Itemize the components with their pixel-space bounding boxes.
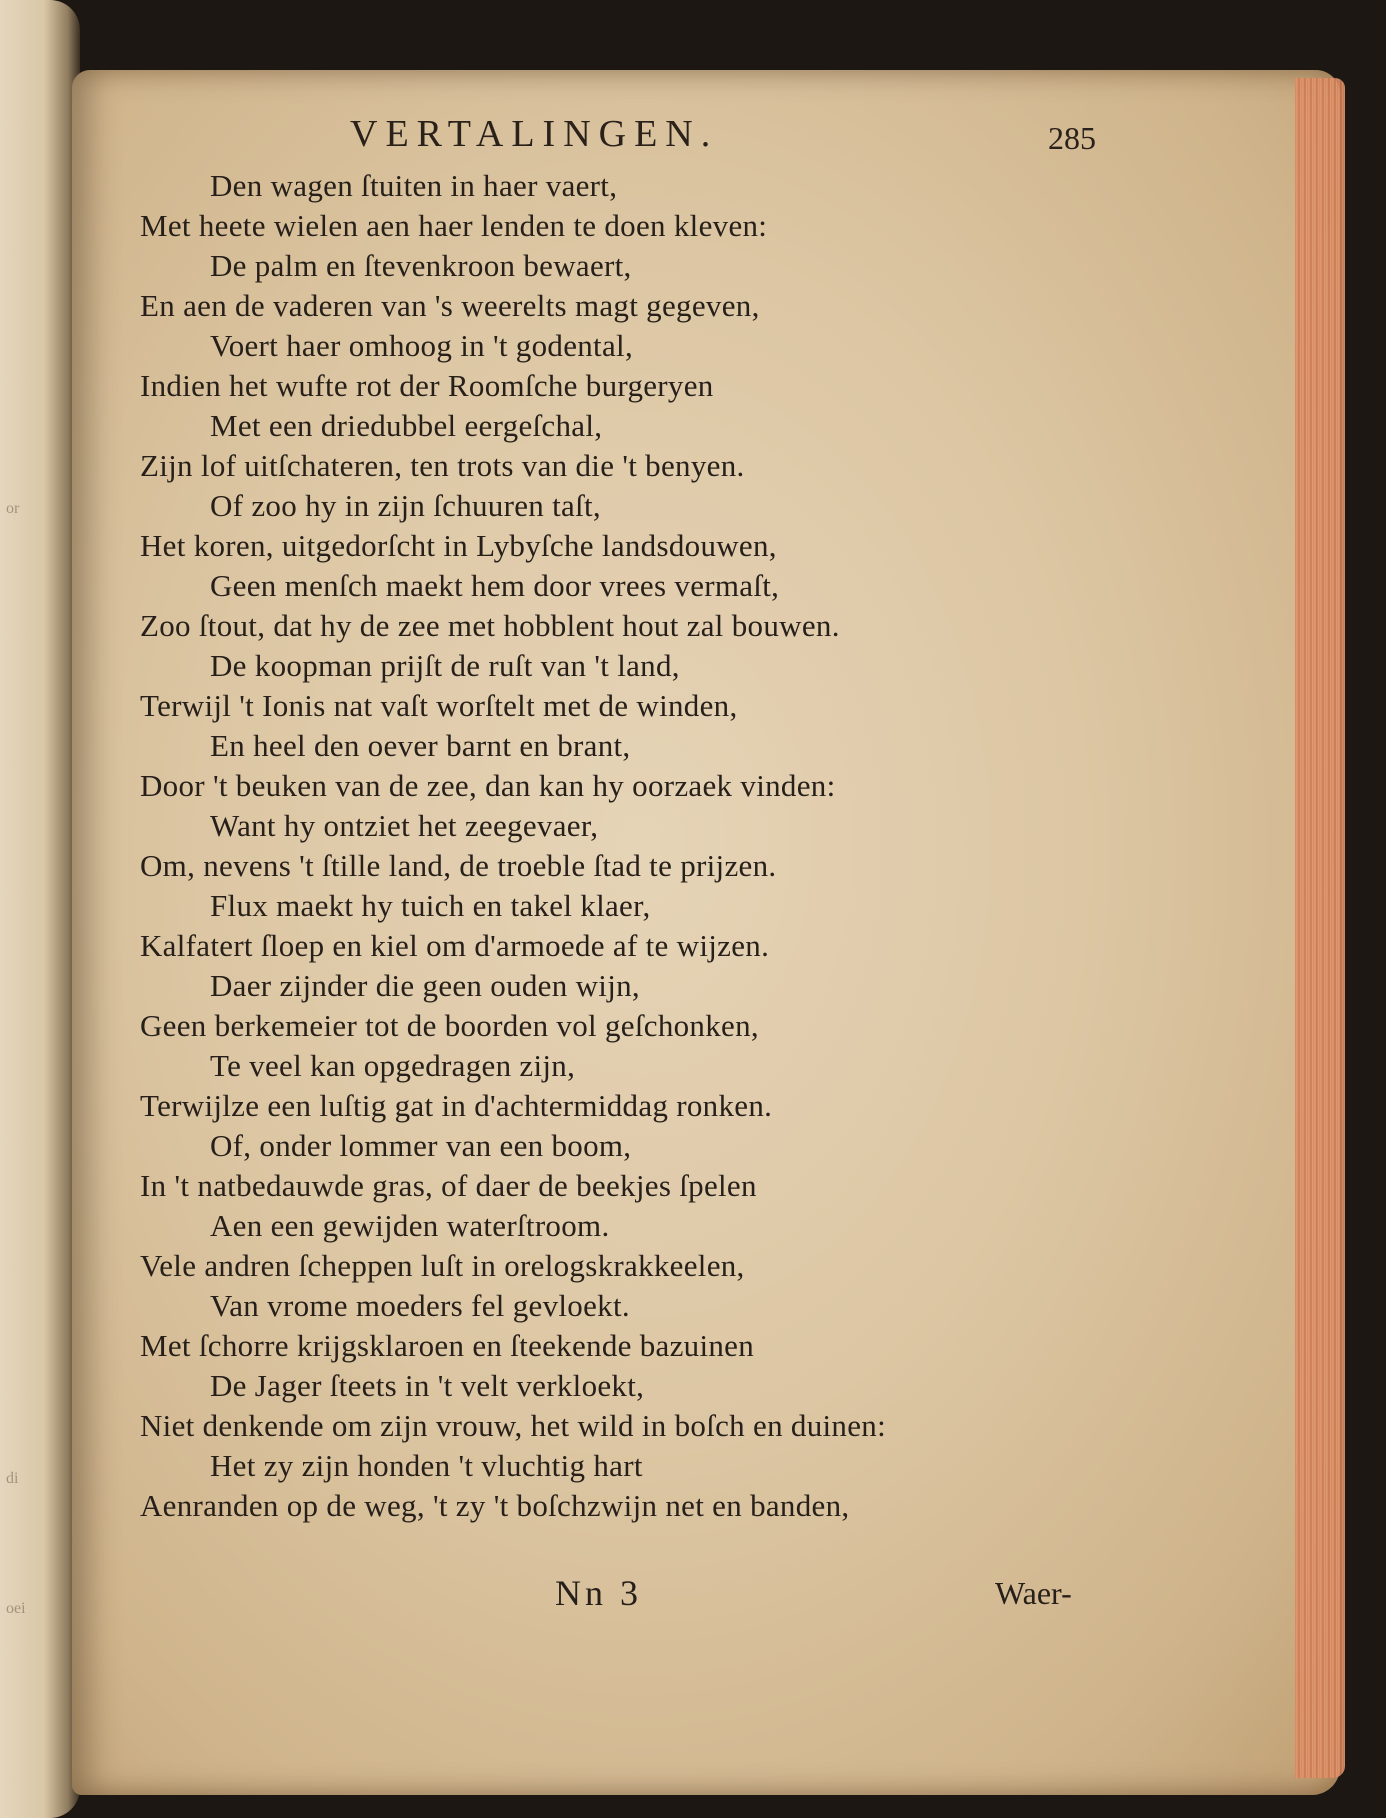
signature-mark: Nn 3 <box>555 1573 642 1613</box>
verse-line: Aenranden op de weg, 't zy 't boſchzwijn net en banden, <box>140 1488 850 1523</box>
catchword: Waer- <box>995 1575 1072 1611</box>
verse-line: Geen menſch maekt hem door vrees vermaſt, <box>210 568 780 603</box>
verse-line: Of zoo hy in zijn ſchuuren taſt, <box>210 488 601 523</box>
verse-line: Met ſchorre krijgsklaroen en ſteekende bazuinen <box>140 1328 755 1363</box>
verse-line: Kalfatert ſloep en kiel om d'armoede af te wijzen. <box>140 928 770 963</box>
verse-line: Want hy ontziet het zeegevaer, <box>210 808 599 843</box>
verse-line: Den wagen ſtuiten in haer vaert, <box>210 168 618 203</box>
verse-line: De koopman prijſt de ruſt van 't land, <box>210 648 680 683</box>
verse-line: Te veel kan opgedragen zijn, <box>210 1048 576 1083</box>
verse-line: Vele andren ſcheppen luſt in orelogskrakkeelen, <box>140 1248 745 1283</box>
verse-line: Aen een gewijden waterſtroom. <box>210 1208 610 1243</box>
verse-line: Terwijl 't Ionis nat vaſt worſtelt met de winden, <box>140 688 738 723</box>
verse-line: Geen berkemeier tot de boorden vol geſchonken, <box>140 1008 759 1043</box>
verse-line: Met heete wielen aen haer lenden te doen kleven: <box>140 208 768 243</box>
verse-line: Flux maekt hy tuich en takel klaer, <box>210 888 651 923</box>
facing-page-fragment: di <box>6 1470 19 1487</box>
verse-line: Het koren, uitgedorſcht in Lybyſche landsdouwen, <box>140 528 777 563</box>
verse-line: Om, nevens 't ſtille land, de troeble ſtad te prijzen. <box>140 848 777 883</box>
verse-line: Terwijlze een luſtig gat in d'achtermiddag ronken. <box>140 1088 773 1123</box>
verse-line: Indien het wufte rot der Roomſche burgeryen <box>140 368 714 403</box>
verse-line: Daer zijnder die geen ouden wijn, <box>210 968 640 1003</box>
facing-page-fragment: oei <box>6 1600 26 1617</box>
verse-line: Zoo ſtout, dat hy de zee met hobblent hout zal bouwen. <box>140 608 840 643</box>
verse-line: En aen de vaderen van 's weerelts magt gegeven, <box>140 288 760 323</box>
verse-line: In 't natbedauwde gras, of daer de beekjes ſpelen <box>140 1168 757 1203</box>
verse-line: Zijn lof uitſchateren, ten trots van die 't benyen. <box>140 448 745 483</box>
verse-line: Of, onder lommer van een boom, <box>210 1128 632 1163</box>
running-head: VERTALINGEN. <box>350 113 719 155</box>
verse-line: Het zy zijn honden 't vluchtig hart <box>210 1448 643 1483</box>
verse-line: Door 't beuken van de zee, dan kan hy oorzaek vinden: <box>140 768 836 803</box>
verse-line: En heel den oever barnt en brant, <box>210 728 631 763</box>
verse-line: Met een driedubbel eergeſchal, <box>210 408 603 443</box>
facing-page-fragment: or <box>6 500 20 517</box>
verse-line: De Jager ſteets in 't velt verkloekt, <box>210 1368 645 1403</box>
verse-line: Niet denkende om zijn vrouw, het wild in boſch en duinen: <box>140 1408 887 1443</box>
verse-line: De palm en ſtevenkroon bewaert, <box>210 248 632 283</box>
page-number: 285 <box>1048 120 1096 156</box>
verse-line: Van vrome moeders fel gevloekt. <box>210 1288 630 1323</box>
verse-line: Voert haer omhoog in 't godental, <box>210 328 633 363</box>
